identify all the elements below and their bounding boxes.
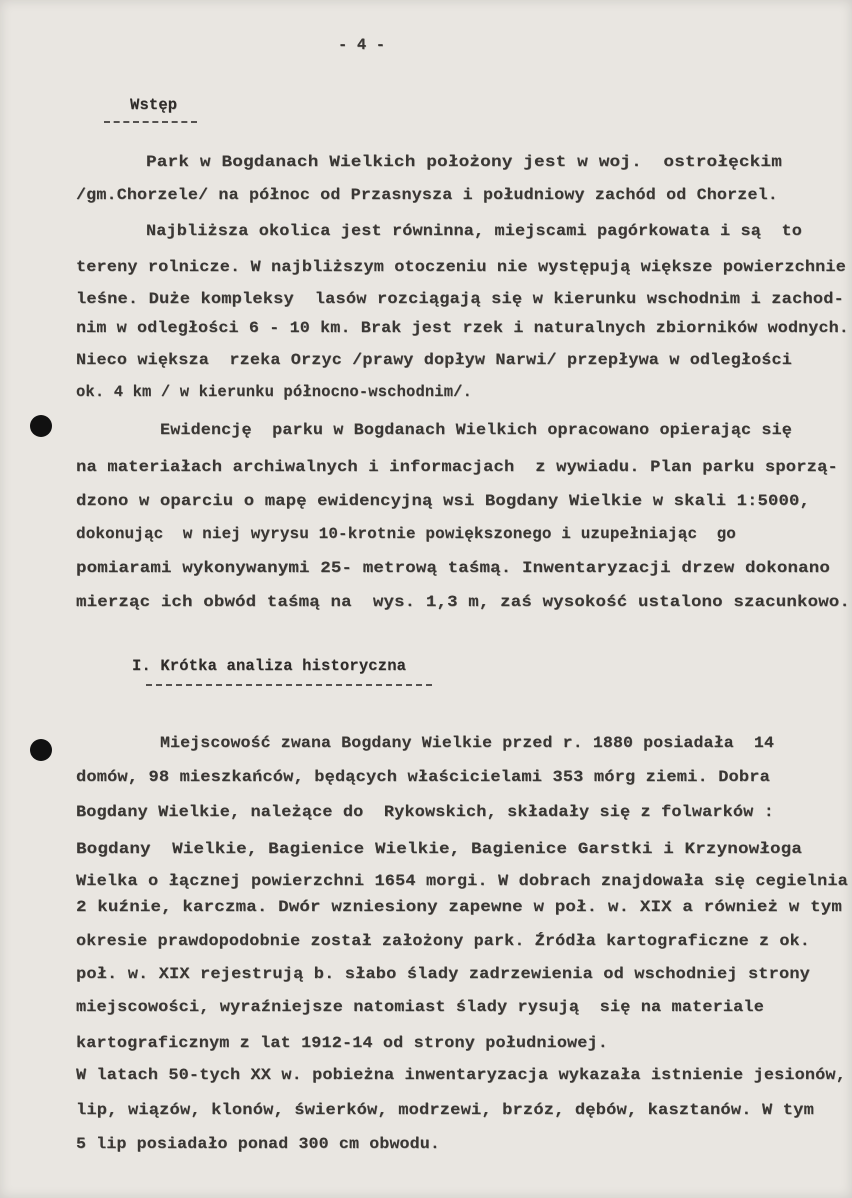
intro-line: mierząc ich obwód taśmą na wys. 1,3 m, zaś wysokość ustalono szacunkowo.	[76, 593, 851, 611]
intro-line: /gm.Chorzele/ na północ od Przasnysza i południowy zachód od Chorzel.	[76, 186, 778, 204]
intro-line: tereny rolnicze. W najbliższym otoczeniu nie występują większe powierzchnie	[76, 258, 846, 276]
intro-line: Nieco większa rzeka Orzyc /prawy dopływ Narwi/ przepływa w odległości	[76, 351, 792, 369]
history-line: okresie prawdopodobnie został założony park. Źródła kartograficzne z ok.	[76, 932, 811, 950]
intro-line: na materiałach archiwalnych i informacjach z wywiadu. Plan parku sporzą-	[76, 458, 839, 476]
history-line: Bogdany Wielkie, należące do Rykowskich, składały się z folwarków :	[76, 803, 774, 821]
history-line: Bogdany Wielkie, Bagienice Wielkie, Bagienice Garstki i Krzynowłoga	[76, 840, 802, 858]
intro-line: Najbliższa okolica jest równinna, miejscami pagórkowata i są to	[146, 222, 803, 240]
history-line: miejscowości, wyraźniejsze natomiast ślady rysują się na materiale	[76, 998, 764, 1016]
intro-line: Ewidencję parku w Bogdanach Wielkich opracowano opierając się	[160, 421, 793, 439]
history-heading-underline	[146, 684, 432, 686]
history-line: domów, 98 mieszkańców, będących właścicielami 353 mórg ziemi. Dobra	[76, 768, 770, 786]
history-line: 2 kuźnie, karczma. Dwór wzniesiony zapewne w poł. w. XIX a również w tym	[76, 898, 842, 916]
intro-heading-underline	[104, 121, 197, 123]
history-line: Wielka o łącznej powierzchni 1654 morgi. W dobrach znajdowała się cegielnia	[76, 872, 848, 890]
history-line: W latach 50-tych XX w. pobieżna inwentaryzacja wykazała istnienie jesionów,	[76, 1066, 846, 1084]
punch-hole	[30, 739, 52, 761]
intro-line: dzono w oparciu o mapę ewidencyjną wsi Bogdany Wielkie w skali 1:5000,	[76, 492, 810, 510]
intro-heading: Wstęp	[130, 96, 178, 114]
intro-line: pomiarami wykonywanymi 25- metrową taśmą. Inwentaryzacji drzew dokonano	[76, 559, 831, 577]
history-line: lip, wiązów, klonów, świerków, modrzewi, brzóz, dębów, kasztanów. W tym	[76, 1101, 814, 1119]
history-heading: I. Krótka analiza historyczna	[132, 657, 407, 675]
punch-hole	[30, 415, 52, 437]
history-line: Miejscowość zwana Bogdany Wielkie przed r. 1880 posiadała 14	[160, 734, 775, 752]
history-line: 5 lip posiadało ponad 300 cm obwodu.	[76, 1135, 441, 1153]
intro-line: nim w odległości 6 - 10 km. Brak jest rzek i naturalnych zbiorników wodnych.	[76, 319, 849, 337]
page-number: - 4 -	[338, 36, 386, 54]
intro-line: Park w Bogdanach Wielkich położony jest w woj. ostrołęckim	[146, 153, 782, 171]
history-line: kartograficznym z lat 1912-14 od strony południowej.	[76, 1034, 608, 1052]
intro-line: dokonując w niej wyrysu 10-krotnie powiększonego i uzupełniając go	[76, 525, 736, 543]
intro-line: ok. 4 km / w kierunku północno-wschodnim/.	[76, 383, 473, 401]
intro-line: leśne. Duże kompleksy lasów rozciągają się w kierunku wschodnim i zachod-	[76, 290, 844, 308]
history-line: poł. w. XIX rejestrują b. słabo ślady zadrzewienia od wschodniej strony	[76, 965, 811, 983]
